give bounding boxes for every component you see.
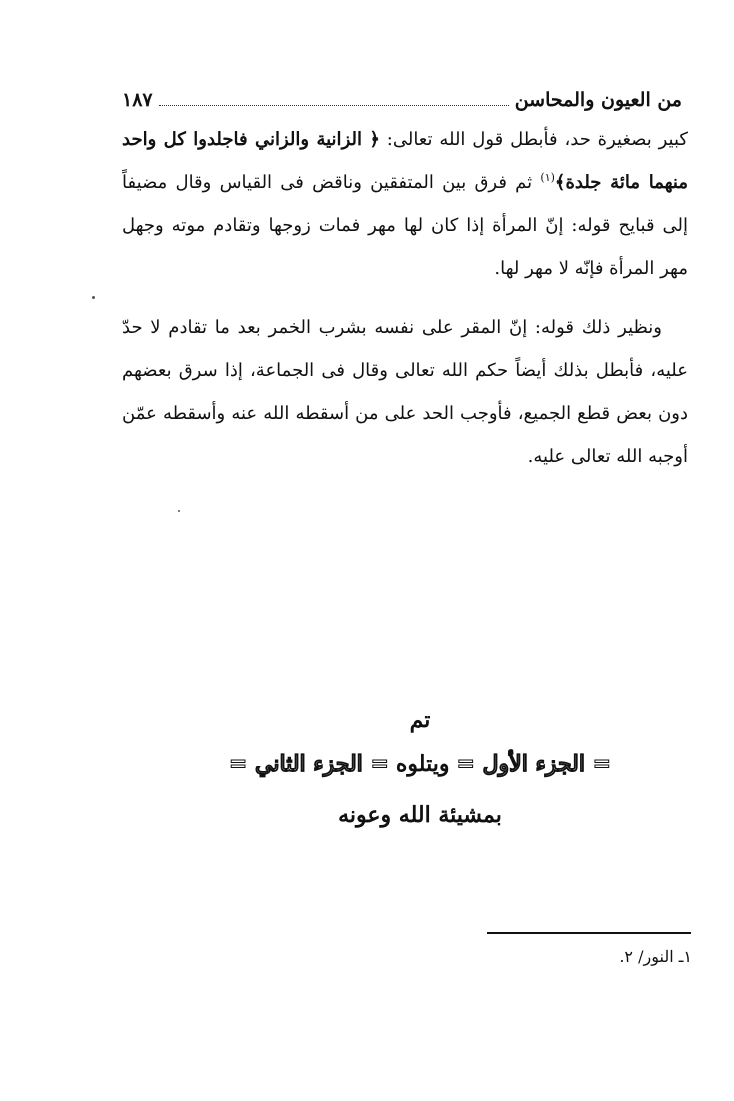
quran-verse: ﴿ الزانية والزاني فاجلدوا كل واحد منهما مائة جلدة﴾ (122, 129, 689, 193)
part-end-colophon (180, 700, 660, 841)
colophon-complete: تم (409, 707, 431, 733)
body-text (122, 118, 688, 494)
colophon-blessing: بمشيئة الله وعونه (338, 802, 502, 828)
footnote-reference: (١) (540, 171, 555, 184)
header-dot-leader (159, 104, 509, 106)
paragraph-1-rest: ثم فرق بين المتفقين وناقض فى القياس وقال مضيفاً إلى قبايح قوله: إنّ المرأة إذا كان لها مهر فمات زوجها وتقادم موته وجهل مهر المرأة فإنّه لا مهر لها. (122, 172, 688, 279)
footnote-text: ١ـ النور/ ٢. (619, 947, 692, 966)
paragraph-1-intro: كبير بصغيرة حد، فأبطل قول الله تعالى: (379, 129, 688, 150)
footnote-separator (487, 932, 691, 934)
scan-speck (178, 510, 180, 512)
page-number: ١٨٧ (122, 89, 153, 111)
colophon-followed-by: ويتلوه (395, 751, 450, 777)
running-header (122, 76, 682, 110)
header-title: من العيون والمحاسن (514, 89, 682, 111)
colophon-part-two: = الجزء الثاني = (228, 751, 389, 777)
paragraph-2: ونظير ذلك قوله: إنّ المقر على نفسه بشرب الخمر بعد ما تقادم لا حدّ عليه، فأبطل بذلك أيضاً حكم الله تعالى وقال فى الجماعة، إذا سرق بعضهم دون بعض قطع الجميع، فأوجب الحد على من أسقطه الله عنه وأسقطه عمّن أوجبه الله تعالى عليه. (122, 317, 688, 467)
colophon-part-one: = الجزء الأول = (456, 751, 612, 777)
paragraph-1 (122, 118, 688, 290)
scan-speck (92, 296, 95, 299)
colophon-part-line (180, 740, 660, 789)
